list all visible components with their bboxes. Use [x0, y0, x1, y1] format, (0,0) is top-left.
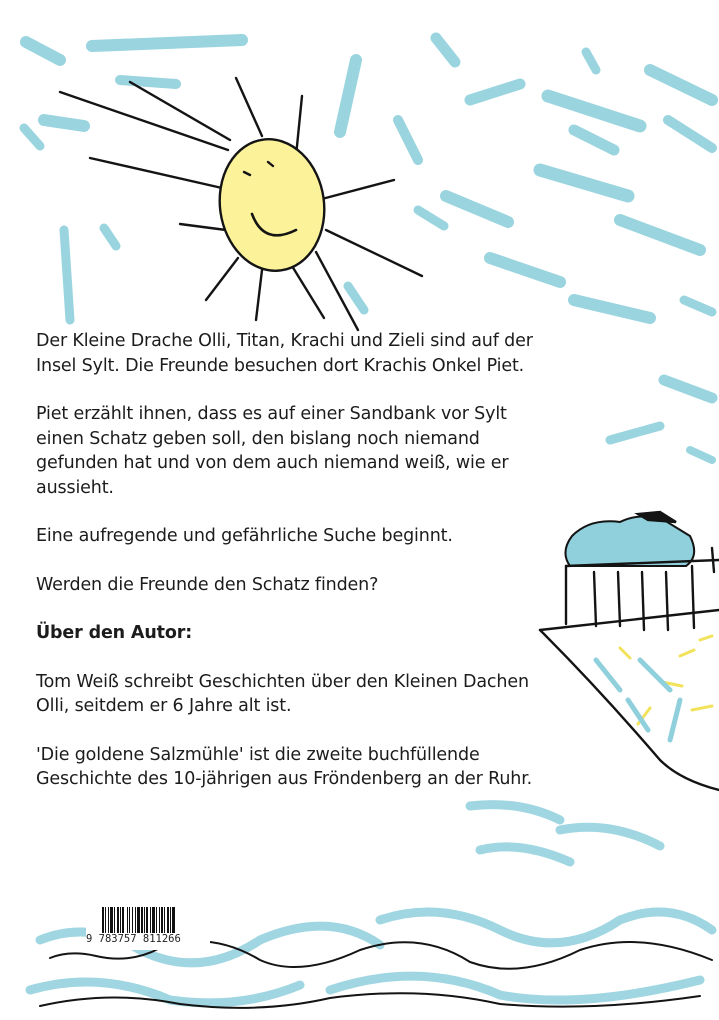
barcode-bar — [105, 907, 106, 933]
author-heading: Über den Autor: — [36, 623, 193, 643]
barcode-bar — [144, 907, 145, 933]
barcode-bar — [132, 907, 133, 933]
isbn-barcode — [86, 904, 210, 950]
barcode-bar — [172, 907, 175, 933]
barcode-bar — [167, 907, 169, 933]
smiling-sun-icon — [60, 78, 422, 330]
barcode-bar — [146, 907, 148, 933]
barcode-bar — [152, 907, 155, 933]
author-paragraph-1: Tom Weiß schreibt Geschichten über den Kleinen Dachen Olli, seitdem er 6 Jahre alt ist. — [36, 671, 529, 716]
barcode-bar — [135, 907, 136, 933]
barcode-bar — [141, 907, 143, 933]
barcode-bar — [150, 907, 151, 933]
barcode-bar — [108, 907, 109, 933]
barcode-bar — [129, 907, 130, 933]
back-cover-text — [36, 329, 536, 816]
blurb-paragraph-3: Eine aufregende und gefährliche Suche beginnt. — [36, 526, 453, 546]
barcode-bar — [170, 907, 171, 933]
barcode-bar — [127, 907, 128, 933]
barcode-bar — [110, 907, 113, 933]
barcode-bar — [137, 907, 140, 933]
barcode-bar — [122, 907, 124, 933]
barcode-bar — [120, 907, 121, 933]
barcode-bar — [156, 907, 157, 933]
barcode-bars — [102, 907, 206, 933]
blurb-paragraph-4: Werden die Freunde den Schatz finden? — [36, 574, 379, 595]
blurb-paragraph-2: Piet erzählt ihnen, dass es auf einer Sandbank vor Sylt einen Schatz geben soll, den bislang noch niemand gefunden hat und von dem auch niemand weiß, wie er aussieht. — [36, 404, 509, 498]
barcode-digits: 9 783757 811266 — [86, 933, 181, 945]
blurb-paragraph-1: Der Kleine Drache Olli, Titan, Krachi und Zieli sind auf der Insel Sylt. Die Freunde besuchen dort Krachis Onkel Piet. — [36, 331, 533, 376]
ship-icon — [540, 512, 719, 790]
barcode-bar — [102, 907, 104, 933]
barcode-bar — [161, 907, 163, 933]
barcode-bar — [114, 907, 115, 933]
barcode-bar — [164, 907, 165, 933]
barcode-bar — [117, 907, 119, 933]
barcode-bar — [159, 907, 160, 933]
author-paragraph-2: 'Die goldene Salzmühle' ist die zweite buchfüllende Geschichte des 10-jährigen aus Fröndenberg an der Ruhr. — [36, 744, 533, 789]
